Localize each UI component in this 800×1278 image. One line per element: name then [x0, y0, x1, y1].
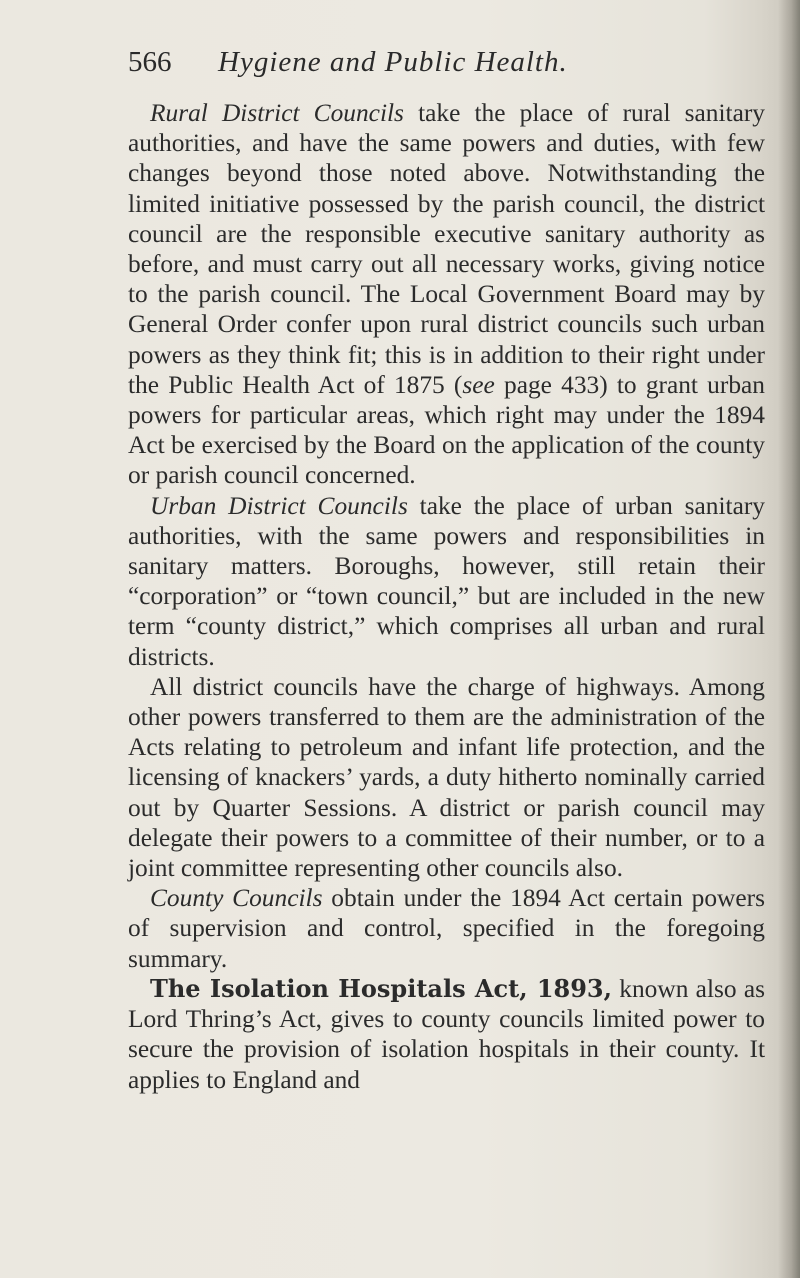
paragraph-lead: Rural District Councils: [150, 99, 404, 127]
page-gutter-shadow: [778, 0, 800, 1278]
paragraph-county-councils: [128, 883, 765, 974]
running-title: Hygiene and Public Health.: [218, 46, 568, 78]
page-header: [128, 44, 728, 88]
paragraph-lead: County Councils: [150, 884, 323, 913]
paragraph-text: take the place of rural sanitary authorities, and have the same powers and duties, with few changes beyond those noted above. Notwithstanding the limited initiative possessed by the parish council, the district council are the responsible executive sanitary authority as before, and must carry out all necessary works, giving notice to the parish council. The Local Government Board may by General Order confer upon rural district councils such urban powers as they think fit; this is in addition to their right under the Public Health Act of 1875 (: [128, 99, 765, 399]
paragraph-text: All district councils have the charge of highways. Among other powers transferred to them are the administration of the Acts relating to petroleum and infant life protection, and the licensing of knackers’ yards, a duty hitherto nominally carried out by Quarter Sessions. A district or parish council may delegate their powers to a committee of their number, or to a joint committee representing other councils also.: [128, 672, 765, 883]
paragraph-urban-district-councils: [128, 491, 765, 672]
paragraph-text-continued: page 433) to grant urban powers for particular areas, which right may under the 1894 Act be exercised by the Board on the application of the county or parish council concerned.: [128, 370, 765, 490]
body-text: [128, 98, 765, 1095]
paragraph-isolation-hospitals-act: [128, 974, 765, 1095]
paragraph-lead: Urban District Councils: [150, 491, 408, 520]
see-reference: see: [462, 370, 495, 399]
paragraph-text: take the place of urban sanitary authorities, with the same powers and responsibilities in sanitary matters. Boroughs, however, still retain their “corporation” or “town council,” but are included in the new term “county district,” which comprises all urban and rural districts.: [128, 491, 765, 671]
paragraph-rural-district-councils: [128, 98, 765, 491]
paragraph-bold-lead: The Isolation Hospitals Act, 1893,: [150, 973, 612, 1003]
page-number: 566: [128, 46, 172, 78]
paragraph-text: obtain under the 1894 Act certain powers of supervision and control, specified in the foregoing summary.: [128, 884, 766, 973]
paragraph-district-councils-highways: [128, 672, 765, 883]
paragraph-text: known also as Lord Thring’s Act, gives to county councils limited power to secure the provision of isolation hospitals in their county. It applies to England and: [128, 974, 766, 1094]
